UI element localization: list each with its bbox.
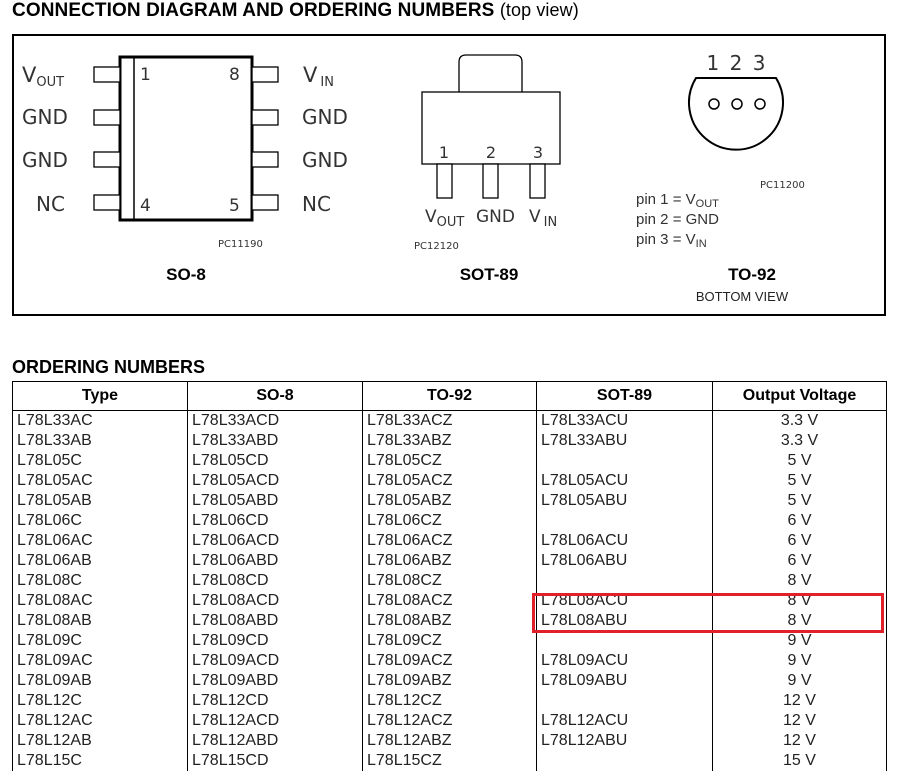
- cell-sot89: L78L12ABU: [537, 731, 713, 751]
- so8-pin-number: 8: [229, 65, 240, 85]
- so8-lead: [252, 110, 278, 125]
- sot89-tab: [459, 55, 522, 92]
- cell-output-voltage: 12 V: [713, 731, 887, 751]
- cell-type: L78L09AB: [13, 671, 188, 691]
- cell-output-voltage: 12 V: [713, 711, 887, 731]
- table-row: [13, 431, 887, 451]
- so8-pin-label-vin: VIN: [303, 63, 334, 90]
- to92-lead: [755, 99, 765, 109]
- cell-so8: L78L09CD: [188, 631, 363, 651]
- to92-diagram: [636, 51, 805, 304]
- so8-pin-label-nc: NC: [36, 192, 65, 216]
- cell-sot89: L78L05ABU: [537, 491, 713, 511]
- cell-type: L78L15C: [13, 751, 188, 771]
- sot89-lead: [437, 164, 452, 198]
- cell-sot89: [537, 631, 713, 651]
- so8-drawing-code: PC11190: [218, 239, 263, 250]
- table-row: [13, 491, 887, 511]
- cell-so8: L78L12ACD: [188, 711, 363, 731]
- cell-to92: L78L09CZ: [363, 631, 537, 651]
- cell-output-voltage: 8 V: [713, 571, 887, 591]
- title-text: CONNECTION DIAGRAM AND ORDERING NUMBERS: [12, 0, 495, 21]
- to92-pin1-desc: pin $1 = V_{OUT}$: [636, 191, 719, 210]
- so8-pin-label-gnd: GND: [22, 148, 68, 172]
- to92-lead: [709, 99, 719, 109]
- to92-body: [689, 78, 783, 150]
- table-row: [13, 571, 887, 591]
- cell-to92: L78L09ABZ: [363, 671, 537, 691]
- cell-to92: L78L08CZ: [363, 571, 537, 591]
- table-row: [13, 751, 887, 771]
- column-header-so8: SO-8: [188, 382, 363, 411]
- column-header-output-voltage: Output Voltage: [713, 382, 887, 411]
- so8-pin-label-nc: NC: [302, 192, 331, 216]
- so8-lead: [94, 195, 120, 210]
- cell-so8: L78L09ABD: [188, 671, 363, 691]
- cell-to92: L78L05ABZ: [363, 491, 537, 511]
- so8-lead: [94, 67, 120, 82]
- cell-to92: L78L33ACZ: [363, 411, 537, 432]
- so8-package-name: SO-8: [166, 265, 206, 284]
- cell-so8: L78L08ACD: [188, 591, 363, 611]
- so8-pin-number: 5: [229, 196, 240, 216]
- sot89-diagram: [414, 55, 560, 284]
- to92-package-name: TO-92: [728, 265, 776, 284]
- cell-output-voltage: 8 V: [713, 611, 887, 631]
- to92-pin2-desc: pin 2 = GND: [636, 211, 719, 228]
- cell-sot89: L78L06ABU: [537, 551, 713, 571]
- cell-output-voltage: 8 V: [713, 591, 887, 611]
- to92-lead: [732, 99, 742, 109]
- cell-type: L78L12AB: [13, 731, 188, 751]
- table-row: [13, 651, 887, 671]
- cell-sot89: L78L08ACU: [537, 591, 713, 611]
- cell-so8: L78L09ACD: [188, 651, 363, 671]
- sot89-label-vout: $V_{OUT}$: [425, 207, 465, 230]
- highlight-box: [532, 593, 884, 633]
- cell-output-voltage: 9 V: [713, 631, 887, 651]
- column-header-sot89: SOT-89: [537, 382, 713, 411]
- sot89-pin-number: 3: [532, 143, 544, 162]
- column-header-to92: TO-92: [363, 382, 537, 411]
- sot89-label-gnd: GND: [476, 207, 515, 227]
- cell-type: L78L05C: [13, 451, 188, 471]
- cell-type: L78L06AC: [13, 531, 188, 551]
- cell-type: L78L08AC: [13, 591, 188, 611]
- table-row: [13, 411, 887, 432]
- cell-so8: L78L05ABD: [188, 491, 363, 511]
- so8-diagram: [22, 57, 348, 284]
- cell-so8: L78L08CD: [188, 571, 363, 591]
- cell-output-voltage: 15 V: [713, 751, 887, 771]
- table-row: [13, 711, 887, 731]
- cell-type: L78L33AB: [13, 431, 188, 451]
- cell-so8: L78L12CD: [188, 691, 363, 711]
- cell-output-voltage: 5 V: [713, 451, 887, 471]
- cell-type: L78L12AC: [13, 711, 188, 731]
- table-row: [13, 731, 887, 751]
- table-row: [13, 471, 887, 491]
- cell-sot89: L78L05ACU: [537, 471, 713, 491]
- so8-pin-label-vout: VOUT: [22, 63, 65, 90]
- cell-so8: L78L05ACD: [188, 471, 363, 491]
- cell-sot89: [537, 691, 713, 711]
- cell-sot89: [537, 751, 713, 771]
- cell-type: L78L05AB: [13, 491, 188, 511]
- cell-type: L78L06AB: [13, 551, 188, 571]
- cell-to92: L78L05ACZ: [363, 471, 537, 491]
- sot89-pin-number: 2: [485, 143, 497, 162]
- so8-pin-number: 4: [140, 196, 151, 216]
- cell-to92: L78L12ABZ: [363, 731, 537, 751]
- cell-to92: L78L06ABZ: [363, 551, 537, 571]
- table-row: [13, 531, 887, 551]
- sot89-pin-number: 1: [438, 143, 450, 162]
- table-header-row: [13, 382, 887, 411]
- cell-output-voltage: 9 V: [713, 671, 887, 691]
- so8-pin-label-gnd: GND: [302, 148, 348, 172]
- to92-pin-numbers: 1 2 3: [706, 51, 768, 75]
- cell-type: L78L08AB: [13, 611, 188, 631]
- cell-type: L78L12C: [13, 691, 188, 711]
- cell-to92: L78L06CZ: [363, 511, 537, 531]
- sot89-label-vin: V $_{IN}$: [529, 207, 558, 230]
- cell-output-voltage: 5 V: [713, 471, 887, 491]
- cell-sot89: [537, 511, 713, 531]
- ordering-title: ORDERING NUMBERS: [12, 357, 206, 377]
- table-row: [13, 551, 887, 571]
- cell-sot89: L78L09ABU: [537, 671, 713, 691]
- cell-type: L78L09AC: [13, 651, 188, 671]
- cell-so8: L78L15CD: [188, 751, 363, 771]
- cell-so8: L78L06ACD: [188, 531, 363, 551]
- cell-sot89: L78L12ACU: [537, 711, 713, 731]
- connection-diagrams: [0, 0, 908, 330]
- cell-to92: L78L33ABZ: [363, 431, 537, 451]
- sot89-package-name: SOT-89: [459, 265, 519, 284]
- cell-to92: L78L08ACZ: [363, 591, 537, 611]
- cell-sot89: L78L08ABU: [537, 611, 713, 631]
- cell-output-voltage: 12 V: [713, 691, 887, 711]
- title-subtitle: (top view): [499, 0, 579, 20]
- so8-lead: [252, 67, 278, 82]
- table-row: [13, 631, 887, 651]
- cell-to92: L78L06ACZ: [363, 531, 537, 551]
- cell-type: L78L33AC: [13, 411, 188, 432]
- cell-so8: L78L06ABD: [188, 551, 363, 571]
- cell-so8: L78L12ABD: [188, 731, 363, 751]
- cell-type: L78L06C: [13, 511, 188, 531]
- cell-sot89: [537, 571, 713, 591]
- cell-sot89: L78L06ACU: [537, 531, 713, 551]
- so8-pin-label-gnd: GND: [22, 105, 68, 129]
- cell-sot89: L78L33ABU: [537, 431, 713, 451]
- cell-to92: L78L08ABZ: [363, 611, 537, 631]
- so8-lead: [94, 110, 120, 125]
- cell-to92: L78L15CZ: [363, 751, 537, 771]
- cell-type: L78L08C: [13, 571, 188, 591]
- cell-type: L78L09C: [13, 631, 188, 651]
- cell-so8: L78L06CD: [188, 511, 363, 531]
- table-row: [13, 691, 887, 711]
- cell-to92: L78L12CZ: [363, 691, 537, 711]
- cell-so8: L78L05CD: [188, 451, 363, 471]
- cell-sot89: L78L09ACU: [537, 651, 713, 671]
- cell-output-voltage: 6 V: [713, 511, 887, 531]
- cell-sot89: [537, 451, 713, 471]
- so8-lead: [252, 195, 278, 210]
- so8-lead: [252, 152, 278, 167]
- so8-pin-number: 1: [140, 65, 151, 85]
- sot89-lead: [483, 164, 498, 198]
- cell-output-voltage: 5 V: [713, 491, 887, 511]
- cell-to92: L78L12ACZ: [363, 711, 537, 731]
- cell-type: L78L05AC: [13, 471, 188, 491]
- so8-lead: [94, 152, 120, 167]
- sot89-lead: [530, 164, 545, 198]
- table-row: [13, 511, 887, 531]
- cell-output-voltage: 6 V: [713, 531, 887, 551]
- to92-drawing-code: PC11200: [760, 180, 805, 191]
- cell-so8: L78L33ABD: [188, 431, 363, 451]
- ordering-table: [12, 381, 887, 771]
- ordering-table-body: [13, 411, 887, 772]
- table-row: [13, 451, 887, 471]
- column-header-type: Type: [13, 382, 188, 411]
- cell-so8: L78L33ACD: [188, 411, 363, 432]
- cell-sot89: L78L33ACU: [537, 411, 713, 432]
- cell-to92: L78L09ACZ: [363, 651, 537, 671]
- table-row: [13, 671, 887, 691]
- cell-output-voltage: 3.3 V: [713, 431, 887, 451]
- cell-so8: L78L08ABD: [188, 611, 363, 631]
- cell-output-voltage: 9 V: [713, 651, 887, 671]
- sot89-drawing-code: PC12120: [414, 241, 459, 252]
- to92-pin3-desc: pin $3 = V_{IN}$: [636, 231, 707, 250]
- so8-pin-label-gnd: GND: [302, 105, 348, 129]
- cell-output-voltage: 6 V: [713, 551, 887, 571]
- to92-view-label: BOTTOM VIEW: [695, 289, 789, 304]
- cell-output-voltage: 3.3 V: [713, 411, 887, 432]
- cell-to92: L78L05CZ: [363, 451, 537, 471]
